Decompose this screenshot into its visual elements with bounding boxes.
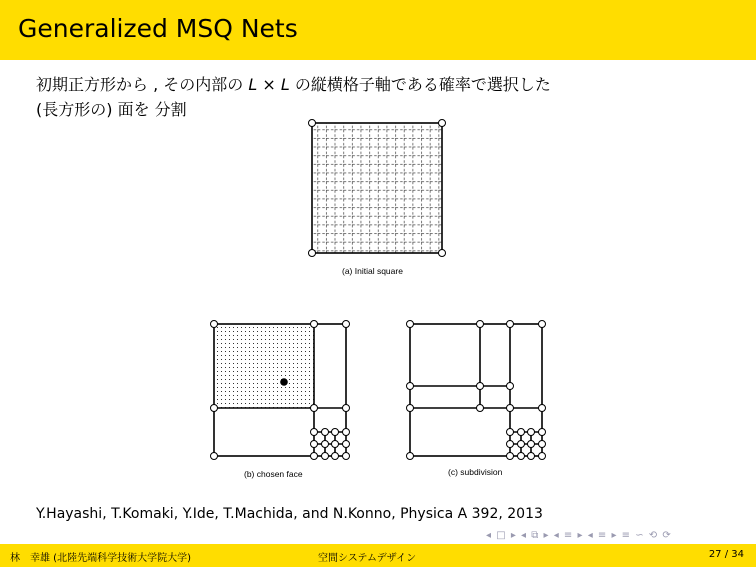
beamer-navigation-icons[interactable]: ◂ □ ▸ ◂ ⧉ ▸ ◂ ≡ ▸ ◂ ≡ ▸ ≡ ∽ ⟲ ⟳ <box>486 530 672 541</box>
citation: Y.Hayashi, T.Komaki, Y.Ide, T.Machida, and N.Konno, Physica A 392, 2013 <box>36 506 543 522</box>
figure-c-caption: (c) subdivision <box>448 467 503 477</box>
times-sign: × <box>257 75 281 94</box>
footer-bar <box>0 544 756 567</box>
figure-b-chosen-face <box>204 314 360 464</box>
title-bar <box>0 0 756 60</box>
footer-author: 林 幸雄 (北陸先端科学技術大学院大学) <box>10 553 191 564</box>
body-line2: (長方形の) 面を 分割 <box>36 100 187 119</box>
body-line1-post: の縦横格子軸である確率で選択した <box>289 75 551 94</box>
figure-a-initial-square <box>300 112 460 262</box>
body-line1-pre: 初期正方形から , その内部の <box>36 75 249 94</box>
slide-title: Generalized MSQ Nets <box>18 14 298 43</box>
var-l-2: L <box>280 75 290 94</box>
figure-a-caption: (a) Initial square <box>342 266 403 276</box>
figure-c-subdivision <box>400 314 556 464</box>
footer-course: 空間システムデザイン <box>318 553 417 564</box>
var-l-1: L <box>248 75 258 94</box>
figure-b-caption: (b) chosen face <box>244 469 303 479</box>
footer-page-number: 27 / 34 <box>708 549 744 560</box>
